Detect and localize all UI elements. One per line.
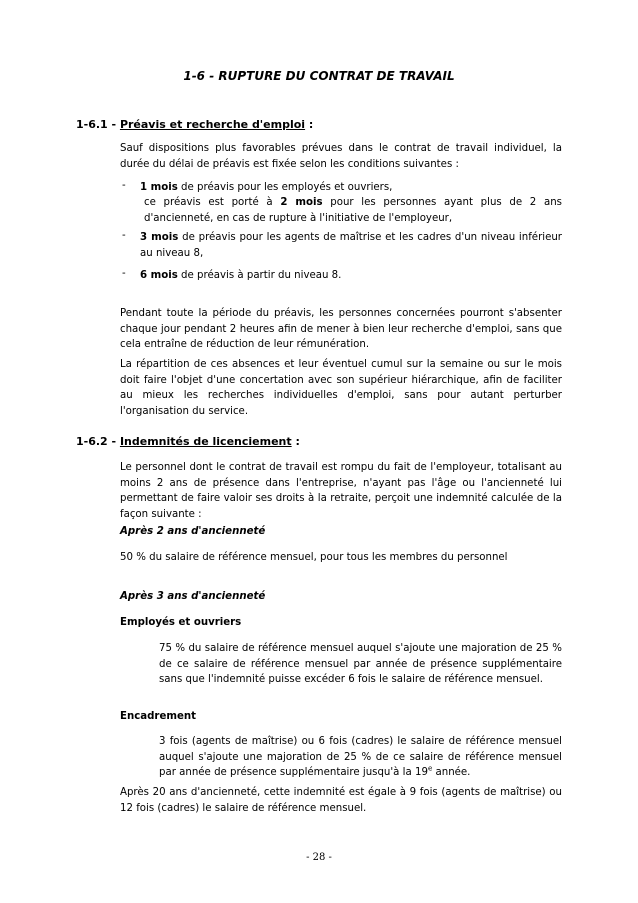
paragraph-preavis-repartition: La répartition de ces absences et leur éventuel cumul sur la semaine ou sur le mois doit faire l'objet d'une concertation avec son supérieur hiérarchique, afin de faciliter au mieux les recherches individuelles d'emploi, sans pour autant perturber l'organisation du service.	[120, 359, 562, 417]
list-item-2-mois: ce préavis est porté à 2 mois pour les personnes ayant plus de 2 ans d'ancienneté, en cas de rupture à l'initiative de l'employeur,	[144, 197, 562, 224]
paragraph-encadrement: 3 fois (agents de maîtrise) ou 6 fois (cadres) le salaire de référence mensuel auquel s'ajoute une majoration de 25 % de ce salaire de référence mensuel par année de présence supplémentaire jusqu'à la 19e année.	[159, 736, 562, 778]
section-title: Préavis et recherche d'emploi	[119, 118, 306, 131]
section-heading-preavis: 1-6.1 - Préavis et recherche d'emploi :	[76, 118, 314, 131]
list-item-1-mois: 1 mois de préavis pour les employés et ouvriers,	[140, 182, 393, 193]
page-title: 1-6 - RUPTURE DU CONTRAT DE TRAVAIL	[183, 69, 455, 83]
subheading-encadrement: Encadrement	[120, 711, 196, 722]
section-number: 1-6.2 -	[76, 435, 120, 448]
paragraph-20-ans: Après 20 ans d'ancienneté, cette indemnité est égale à 9 fois (agents de maîtrise) ou 12 fois (cadres) le salaire de référence mensuel.	[120, 787, 562, 814]
section-number: 1-6.1 -	[76, 118, 120, 131]
subheading-employes-ouvriers: Employés et ouvriers	[120, 617, 242, 628]
list-item-3-mois: 3 mois de préavis pour les agents de maîtrise et les cadres d'un niveau inférieur au niveau 8,	[140, 232, 562, 259]
paragraph-preavis-absences: Pendant toute la période du préavis, les personnes concernées pourront s'absenter chaque jour pendant 2 heures afin de mener à bien leur recherche d'emploi, sans que cela entraîne de réduction de leur rémunération.	[120, 308, 562, 350]
bullet-dash: -	[122, 230, 126, 241]
paragraph-preavis-intro: Sauf dispositions plus favorables prévues dans le contrat de travail individuel, la durée du délai de préavis est fixée selon les conditions suivantes :	[120, 143, 562, 170]
paragraph-indemnites-intro: Le personnel dont le contrat de travail est rompu du fait de l'employeur, totalisant au moins 2 ans de présence dans l'entreprise, n'ayant pas l'âge ou l'ancienneté lui permettant de faire valoir ses droits à la retraite, perçoit une indemnité calculée de la façon suivante :	[120, 462, 562, 520]
section-title: Indemnités de licenciement	[119, 435, 292, 448]
subheading-3-ans: Après 3 ans d'ancienneté	[120, 591, 266, 602]
subheading-2-ans: Après 2 ans d'ancienneté	[120, 526, 266, 537]
bullet-dash: -	[122, 180, 126, 191]
bullet-dash: -	[122, 268, 126, 279]
page-number: - 28 -	[306, 852, 332, 863]
paragraph-employes-ouvriers: 75 % du salaire de référence mensuel auquel s'ajoute une majoration de 25 % de ce salaire de référence mensuel par année de présence supplémentaire sans que l'indemnité puisse excéder 6 fois le salaire de référence mensuel.	[159, 643, 562, 685]
section-heading-indemnites: 1-6.2 - Indemnités de licenciement :	[76, 435, 300, 448]
paragraph-2-ans: 50 % du salaire de référence mensuel, pour tous les membres du personnel	[120, 552, 508, 563]
list-item-6-mois: 6 mois de préavis à partir du niveau 8.	[140, 270, 342, 281]
